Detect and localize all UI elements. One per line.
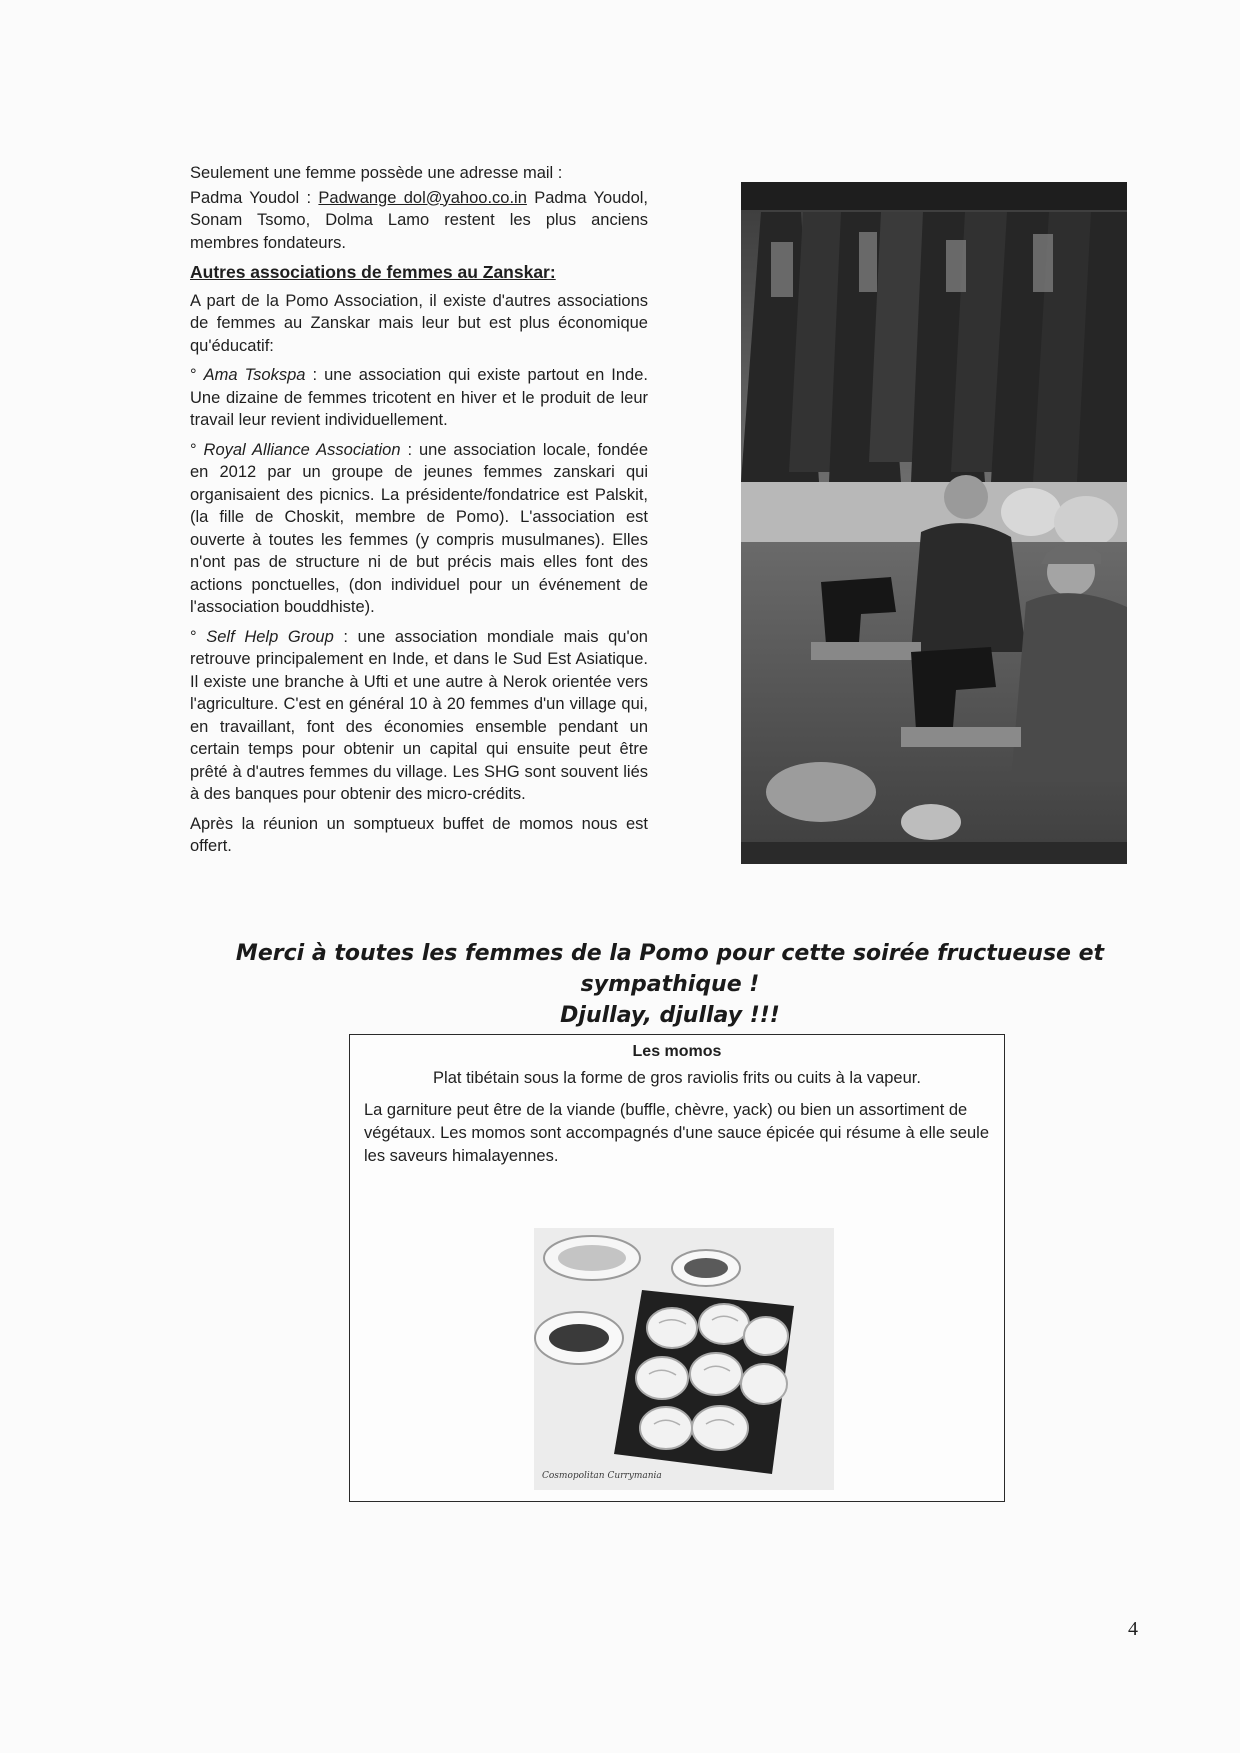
section-intro: A part de la Pomo Association, il existe d'autres associations de femmes au Zanskar mais leur but est plus économique qu'éducatif: (190, 291, 648, 355)
closing-paragraph: Après la réunion un somptueux buffet de momos nous est offert. (190, 814, 648, 855)
momos-illustration (534, 1228, 834, 1490)
association-name: Self Help Group (206, 627, 334, 646)
association-text: : une association locale, fondée en 2012 par un groupe de jeunes femmes zanskari qui organisaient des picnics. La présidente/fondatrice est Palskit, (la fille de Choskit, membre de Pomo). L'association est ouverte à toutes les femmes (y compris musulmanes). Elles n'ont pas de structure ni de but précis mais elles font des actions ponctuelles, (don individuel pour un événement de l'association bouddhiste). (190, 440, 648, 616)
box-title: Les momos (632, 1043, 722, 1060)
sewing-room-photo (741, 182, 1127, 864)
intro-line: Seulement une femme possède une adresse mail : (190, 164, 563, 182)
association-name: Royal Alliance Association (203, 440, 401, 459)
box-body: La garniture peut être de la viande (buffle, chèvre, yack) ou bien un assortiment de végétaux. Les momos sont accompagnés d'une sauce épicée qui résume à elle seule les saveurs himalayennes. (364, 1101, 990, 1165)
djullay-line: Djullay, djullay !!! (560, 1003, 780, 1028)
thank-you-message (170, 938, 1170, 1031)
momos-photo (534, 1228, 834, 1490)
contact-paragraph (190, 187, 648, 255)
momos-info-box (349, 1034, 1005, 1502)
contact-name: Padma Youdol : (190, 188, 319, 207)
bullet: ° (190, 627, 207, 646)
photo-credit: Cosmopolitan Currymania (542, 1471, 662, 1481)
association-item-ama-tsokspa (190, 364, 648, 432)
sewing-room-illustration (741, 182, 1127, 864)
section-heading: Autres associations de femmes au Zanskar: (190, 262, 556, 282)
association-text: : une association qui existe partout en Inde. Une dizaine de femmes tricotent en hiver et le produit de leur travail leur revient individuellement. (190, 366, 648, 429)
association-item-self-help-group (190, 626, 648, 806)
bullet: ° (190, 366, 204, 384)
bullet: ° (190, 440, 204, 459)
email-link[interactable]: Padwange dol@yahoo.co.in (318, 188, 527, 207)
association-text: : une association mondiale mais qu'on retrouve principalement en Inde, et dans le Sud Est Asiatique. Il existe une branche à Ufti et une autre à Nerok orientée vers l'agriculture. C'est en général 10 à 20 femmes d'un village qui, en travaillant, font des économies ensemble pendant un certain temps pour obtenir un capital qui ensuite peut être prêté à d'autres femmes du village. Les SHG sont souvent liés à des banques pour obtenir des micro-crédits. (190, 627, 648, 803)
association-name: Ama Tsokspa (203, 366, 306, 384)
association-item-royal-alliance (190, 439, 648, 619)
contact-rest: Padma Youdol, Sonam Tsomo, Dolma Lamo restent les plus anciens membres fondateurs. (190, 188, 648, 252)
box-subtitle: Plat tibétain sous la forme de gros raviolis frits ou cuits à la vapeur. (433, 1069, 921, 1087)
text-column (190, 162, 648, 865)
page-number: 4 (1128, 1618, 1138, 1640)
thank-you-line: Merci à toutes les femmes de la Pomo pour cette soirée fructueuse et sympathique ! (235, 941, 1105, 997)
